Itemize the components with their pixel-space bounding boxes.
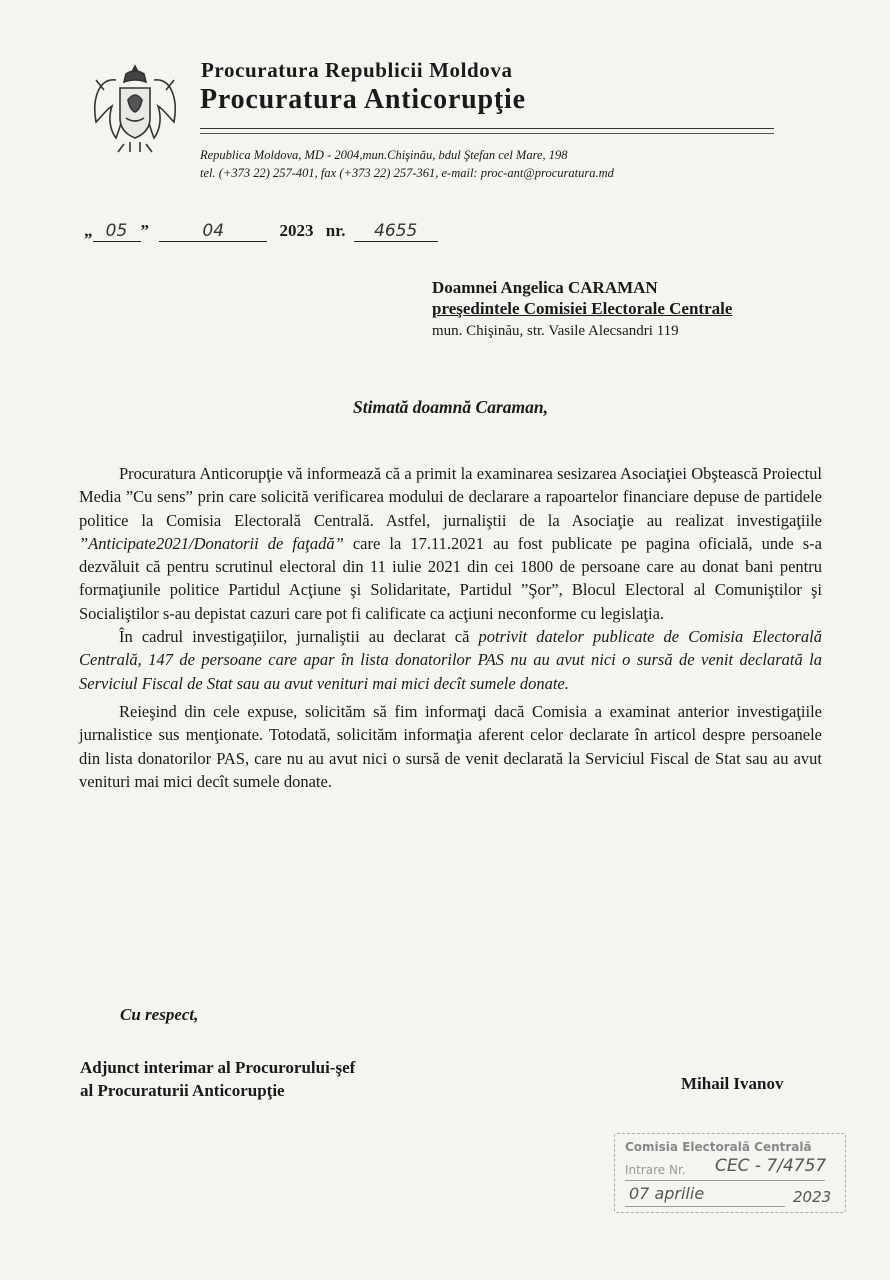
stamp-line <box>625 1206 785 1207</box>
stamp-entry-label: Intrare Nr. <box>625 1163 686 1177</box>
stamp-year: 2023 <box>793 1188 832 1206</box>
moldova-coat-of-arms-icon <box>86 60 184 156</box>
stamp-date: 07 aprilie <box>629 1184 705 1203</box>
header-rule-thin <box>200 133 774 134</box>
stamp-entry-number: CEC - 7/4757 <box>715 1156 827 1176</box>
paragraph-2 <box>79 625 822 695</box>
paragraph-2-text: În cadrul investigaţiilor, jurnaliştii au declarat că <box>119 627 479 647</box>
closing: Cu respect, <box>120 1005 199 1024</box>
signatory-title-2: al Procuraturii Anticorupţie <box>80 1081 285 1100</box>
registration-stamp <box>614 1133 846 1213</box>
org-line-2: Procuratura Anticorupţie <box>200 84 526 115</box>
date-month: 04 <box>159 221 267 242</box>
open-quote: „ <box>84 221 93 240</box>
stamp-line <box>625 1180 825 1181</box>
paragraph-1 <box>79 462 822 625</box>
salutation: Stimată doamnă Caraman, <box>353 397 548 417</box>
document-number: 4655 <box>354 221 438 242</box>
signatory-title-1: Adjunct interimar al Procurorului-şef <box>80 1058 356 1077</box>
paragraph-1-text-cont: care la 17.11.2021 au fost publicate pe pagina oficială, unde s-a dezvăluit că pentru scrutinul electoral din 11 iulie 2021 din cei 1800 de persoane care au donat bani pentru formaţiunile politice Partidul Acţiune şi Solidaritate, Partidul ”Şor”, Blocul Electoral al Comuniştilor şi Socialiştilor s-au depistat cazuri care pot fi calificate ca acţiuni neconforme cu legislaţia. <box>79 533 822 623</box>
recipient-address: mun. Chişinău, str. Vasile Alecsandri 119 <box>432 323 679 339</box>
date-day: 05 <box>93 221 141 242</box>
address-line-1: Republica Moldova, MD - 2004,mun.Chişinău, bdul Ştefan cel Mare, 198 <box>200 148 568 162</box>
letter-body <box>79 462 822 793</box>
address-line-2: tel. (+373 22) 257-401, fax (+373 22) 257-361, e-mail: proc-ant@procuratura.md <box>200 166 614 180</box>
dateline <box>84 221 438 242</box>
close-quote: ” <box>140 221 149 240</box>
stamp-org: Comisia Electorală Centrală <box>625 1140 812 1154</box>
date-year: 2023 <box>279 221 314 240</box>
recipient-name: Doamnei Angelica CARAMAN <box>432 278 658 297</box>
header-rule <box>200 128 774 129</box>
paragraph-3: Reieşind din cele expuse, solicităm să fim informaţi dacă Comisia a examinat anterior investigaţiile jurnalistice sus menţionate. Totodată, solicităm informaţia aferent celor declarate în articol despre persoanele din lista donatorilor PAS, care nu au avut nici o sursă de venit declarată la Serviciul Fiscal de Stat sau au avut venituri mai mici decît sumele donate. <box>79 701 822 791</box>
paragraph-2-quote: potrivit datelor publicate de Comisia Electorală Centrală, 147 de persoane care apar în lista donatorilor PAS nu au avut nici o sursă de venit declarată la Serviciul Fiscal de Stat sau au avut venituri mai mici decît sumele donate. <box>79 627 822 693</box>
investigation-title: ”Anticipate2021/Donatorii de faţadă” <box>79 533 344 553</box>
org-line-1: Procuratura Republicii Moldova <box>201 58 513 82</box>
recipient-title: preşedintele Comisiei Electorale Centrale <box>432 299 733 318</box>
paragraph-1-text: Procuratura Anticorupţie vă informează că a primit la examinarea sesizarea Asociaţiei Obştească Proiectul Media ”Cu sens” prin care solicită verificarea modului de declarare a rapoartelor financiare depuse de partidele politice la Comisia Electorală Centrală. Astfel, jurnaliştii de la Asociaţie au realizat investigaţiile <box>79 464 822 530</box>
signatory-name: Mihail Ivanov <box>681 1074 784 1093</box>
nr-label: nr. <box>325 221 346 240</box>
